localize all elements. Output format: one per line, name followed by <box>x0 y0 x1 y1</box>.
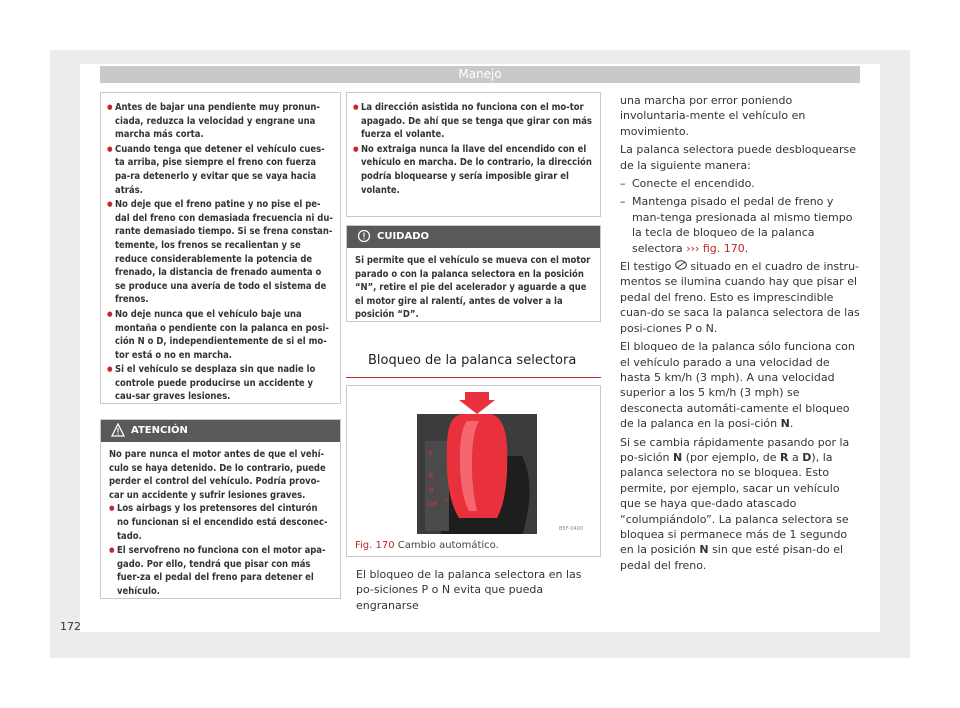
atencion-header <box>101 420 340 442</box>
section-title: Bloqueo de la palanca selectora <box>368 353 577 368</box>
cuidado-body <box>347 248 600 328</box>
figure-170 <box>346 385 601 557</box>
cuidado-title: CUIDADO <box>377 231 430 242</box>
gear-label-r: R <box>429 473 434 480</box>
info-circle-icon <box>357 229 371 252</box>
atencion-body <box>101 442 340 606</box>
paragraph: La palanca selectora puede desbloquearse de la siguiente manera: <box>620 143 857 172</box>
gear-label-n: N <box>429 487 434 494</box>
bold-text: R <box>780 450 789 464</box>
figure-reference-link[interactable]: ››› fig. 170 <box>686 241 745 255</box>
gear-label-plus: + <box>444 497 450 504</box>
column3-body <box>620 93 860 576</box>
warning-bullet: ● No deje nunca que el vehículo baje una montaña o pendiente con la palanca en posi-ción N o D, independientemente de si el mo-tor está o no en marcha. <box>107 308 334 362</box>
figure-caption <box>347 538 600 553</box>
text: . <box>789 417 794 431</box>
page-number: 172 <box>60 620 81 633</box>
gear-label-minus: – <box>444 509 447 516</box>
atencion-bullet: ● Los airbags y los pretensores del cinturón no funcionan si el encendido está desconec-tado. <box>109 502 332 543</box>
step-item: – Conecte el encendido. <box>620 176 860 191</box>
step-end: . <box>744 241 749 255</box>
figure-number: Fig. 170 <box>355 540 395 551</box>
warning-bullet: ● Si el vehículo se desplaza sin que nadie lo controle puede producirse un accidente y cau-sar graves lesiones. <box>107 363 334 404</box>
step-text: Mantenga pisado el pedal de freno y man-tenga presionada al mismo tiempo la tecla de bloqueo de la palanca selectora <box>632 195 853 255</box>
paragraph <box>620 435 860 574</box>
atencion-bullet-list <box>109 502 332 598</box>
warning-bullet: ● Cuando tenga que detener el vehículo cues-ta arriba, pise siempre el freno con fuerza pa-ra detenerlo y evitar que se vaya hacia atrás. <box>107 143 334 197</box>
figure-caption-text: Cambio automático. <box>397 540 499 551</box>
text: a <box>792 450 799 464</box>
text: sin que esté pisan-do el pedal del freno. <box>620 543 844 572</box>
warning-box-continued-2 <box>346 92 601 217</box>
paragraph <box>620 259 860 336</box>
text: El bloqueo de la palanca sólo funciona con el vehículo parado a una velocidad de hasta 5 km/h (3 mph). A una velocidad superior a los 5 km/h (3 mph) se desconecta automáti-camente el bloqueo de la palanca en la posi-ción <box>620 340 855 431</box>
warning-bullet: ● Antes de bajar una pendiente muy pronun-ciada, reduzca la velocidad y engrane una marcha más corta. <box>107 101 334 142</box>
text: El testigo <box>620 260 672 274</box>
atencion-title: ATENCIÓN <box>131 425 188 436</box>
gear-label-ds: D/S <box>427 501 438 508</box>
text: Si se cambia rápidamente pasando por la po-sición <box>620 435 850 464</box>
atencion-box <box>100 419 341 599</box>
cuidado-text: Si permite que el vehículo se mueva con el motor parado o con la palanca selectora en la posición “N”, retire el pie del acelerador y aguarde a que el motor gire al ralentí, antes de volver a la posición “D”. <box>355 255 591 321</box>
warning-triangle-icon <box>111 423 125 446</box>
paragraph: una marcha por error poniendo involuntaria-mente el vehículo en movimiento. <box>620 94 806 138</box>
gear-selector-illustration <box>347 386 600 534</box>
warning-bullet-list <box>101 93 340 404</box>
cuidado-header <box>347 226 600 248</box>
figure-code: B5F-0400 <box>559 526 584 532</box>
atencion-bullet: ● El servofreno no funciona con el motor apa-gado. Por ello, tendrá que pisar con más fuer-za el pedal del freno para detener el vehículo. <box>109 544 332 598</box>
column2-body: El bloqueo de la palanca selectora en las po-siciones P o N evita que pueda engranarse <box>356 568 582 612</box>
text: (por ejemplo, de <box>685 450 777 464</box>
bold-text: N <box>699 543 709 557</box>
bold-text: D <box>802 450 812 464</box>
gear-label-p: P <box>429 451 433 458</box>
brake-pedal-warning-icon <box>675 260 691 273</box>
section-rule <box>346 377 601 378</box>
warning-bullet: ● No extraiga nunca la llave del encendido con el vehículo en marcha. De lo contrario, la dirección podría bloquearse y sería imposible girar el volante. <box>353 143 594 197</box>
step-item <box>620 194 860 256</box>
atencion-intro: No pare nunca el motor antes de que el vehí-culo se haya detenido. De lo contrario, puede perder el control del vehículo. Podría provo-car un accidente y sufrir lesiones graves. <box>109 449 326 501</box>
bold-text: N <box>780 417 790 431</box>
page-header: Manejo <box>100 66 860 83</box>
paragraph <box>620 339 860 431</box>
text: situado en el cuadro de instru-mentos se ilumina cuando hay que pisar el pedal del freno. Esto es imprescindible cuan-do se saca la palanca selectora de las posi-ciones P o N. <box>620 260 860 335</box>
cuidado-box <box>346 225 601 322</box>
bold-text: N <box>672 450 683 464</box>
text: ), la palanca selectora no se bloquea. Esto permite, por ejemplo, sacar un vehículo que se haya que-dado atascado “columpiándolo”. La palanca selectora se bloquea si permanece más de 1 segundo en la posición <box>620 450 849 557</box>
warning-box-continued <box>100 92 341 404</box>
warning-bullet: ● No deje que el freno patine y no pise el pe-dal del freno con demasiada frecuencia ni du-rante demasiado tiempo. Si se frena constan-temente, los frenos se recalientan y se reduce considerablemente la potencia de frenado, la distancia de frenado aumenta o se produce una avería de todo el sistema de frenos. <box>107 198 334 307</box>
warning-bullet-list-2 <box>347 93 600 197</box>
warning-bullet: ● La dirección asistida no funciona con el mo-tor apagado. De ahí que se tenga que girar con más fuerza el volante. <box>353 101 594 142</box>
